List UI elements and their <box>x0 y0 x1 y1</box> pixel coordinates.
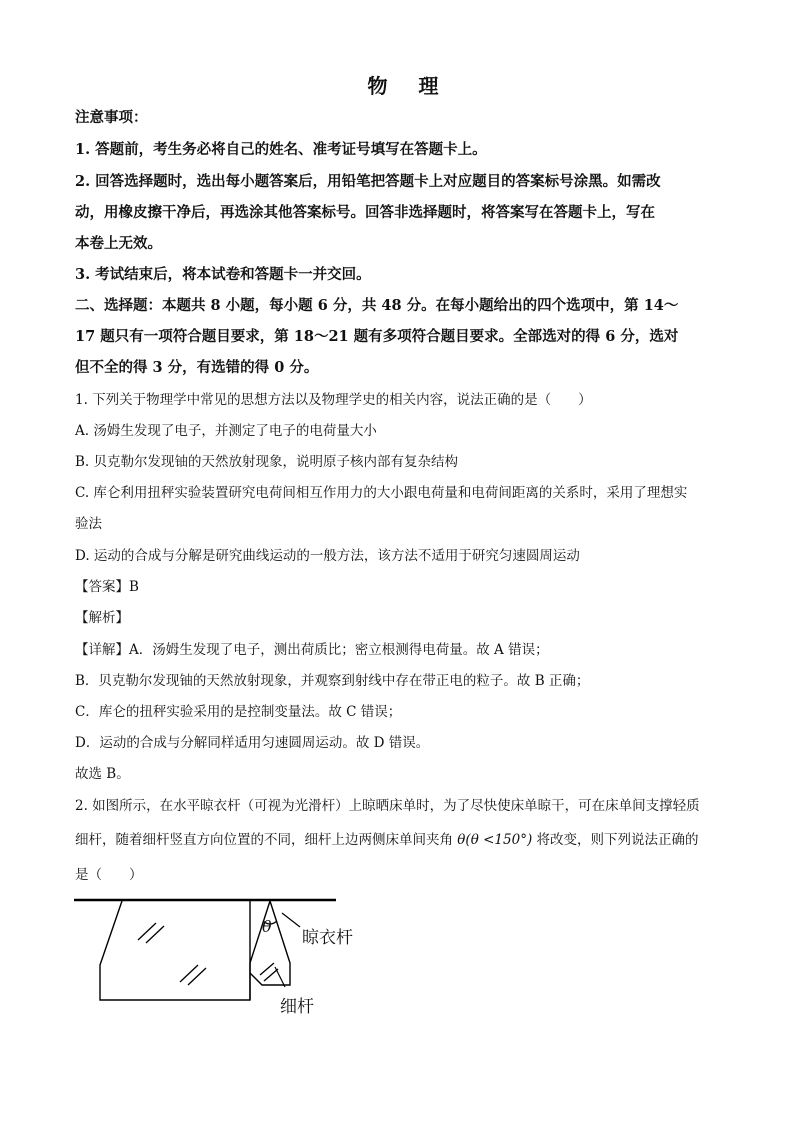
q2-angle-condition: θ(θ <150°) <box>457 832 533 848</box>
clothesline-diagram <box>70 895 370 1025</box>
q1-detail-c: C．库仑的扭秤实验采用的是控制变量法。故 C 错误； <box>75 704 402 720</box>
clothesline-figure <box>70 895 370 1029</box>
notes-item-2-line-3: 本卷上无效。 <box>75 235 162 252</box>
q1-option-a: A. 汤姆生发现了电子，并测定了电子的电荷量大小 <box>75 423 377 439</box>
drying-rod-label: 晾衣杆 <box>302 928 353 948</box>
section-2-line-3: 但不全的得 3 分，有选错的得 0 分。 <box>75 359 319 376</box>
notes-item-1: 1. 答题前，考生务必将自己的姓名、准考证号填写在答题卡上。 <box>75 141 487 158</box>
bed-sheet-outline <box>100 901 250 1000</box>
q1-option-d: D. 运动的合成与分解是研究曲线运动的一般方法，该方法不适用于研究匀速圆周运动 <box>75 548 580 564</box>
notes-item-3: 3. 考试结束后，将本试卷和答题卡一并交回。 <box>75 266 371 283</box>
q1-analysis-heading: 【解析】 <box>75 610 129 626</box>
q2-stem-line-1: 2. 如图所示，在水平晾衣杆（可视为光滑杆）上晾晒床单时，为了尽快使床单晾干，可在床单间支撑轻质 <box>75 798 700 814</box>
q1-conclusion: 故选 B。 <box>75 766 130 782</box>
q1-detail-b: B．贝克勒尔发现铀的天然放射现象，并观察到射线中存在带正电的粒子。故 B 正确； <box>75 673 590 689</box>
stick-pointer-line <box>275 967 285 987</box>
hatch-mark <box>264 969 278 981</box>
notes-heading: 注意事项： <box>75 109 148 126</box>
theta-label: θ <box>262 917 272 936</box>
hatch-mark <box>146 926 164 943</box>
notes-item-2-line-2: 动，用橡皮擦干净后，再选涂其他答案标号。回答非选择题时，将答案写在答题卡上，写在 <box>75 204 655 221</box>
thin-stick-label: 细杆 <box>280 997 314 1017</box>
q1-option-b: B. 贝克勒尔发现铀的天然放射现象，说明原子核内部有复杂结构 <box>75 454 459 470</box>
q1-stem: 1. 下列关于物理学中常见的思想方法以及物理学史的相关内容，说法正确的是（ ） <box>75 392 592 408</box>
hatch-mark <box>188 968 206 985</box>
q1-answer: 【答案】B <box>75 579 139 595</box>
hatch-mark <box>260 963 274 975</box>
q1-option-c-line-2: 验法 <box>75 516 102 532</box>
q1-option-c-line-1: C. 库仑利用扭秤实验装置研究电荷间相互作用力的大小跟电荷量和电荷间距离的关系时，采用了理想实 <box>75 485 688 501</box>
rod-pointer-line <box>282 913 300 927</box>
q2-stem-line-2-post: 将改变，则下列说法正确的 <box>536 832 699 848</box>
q1-detail-a: 【详解】A．汤姆生发现了电子，测出荷质比；密立根测得电荷量。故 A 错误； <box>75 642 549 658</box>
q2-stem-line-3: 是（ ） <box>75 867 143 883</box>
q1-detail-d: D．运动的合成与分解同样适用匀速圆周运动。故 D 错误。 <box>75 735 430 751</box>
hatch-mark <box>180 965 198 982</box>
q2-stem-line-2 <box>75 830 725 850</box>
section-2-line-1: 二、选择题：本题共 8 小题，每小题 6 分，共 48 分。在每小题给出的四个选项中，第 14～ <box>75 297 679 314</box>
q2-stem-line-2-pre: 细杆，随着细杆竖直方向位置的不同，细杆上边两侧床单间夹角 <box>75 832 453 848</box>
notes-item-2-line-1: 2. 回答选择题时，选出每小题答案后，用铅笔把答题卡上对应题目的答案标号涂黑。如需改 <box>75 173 661 190</box>
section-2-line-2: 17 题只有一项符合题目要求，第 18～21 题有多项符合题目要求。全部选对的得 6 分，选对 <box>75 328 679 345</box>
hatch-mark <box>138 923 156 940</box>
page-title: 物 理 <box>367 74 451 98</box>
